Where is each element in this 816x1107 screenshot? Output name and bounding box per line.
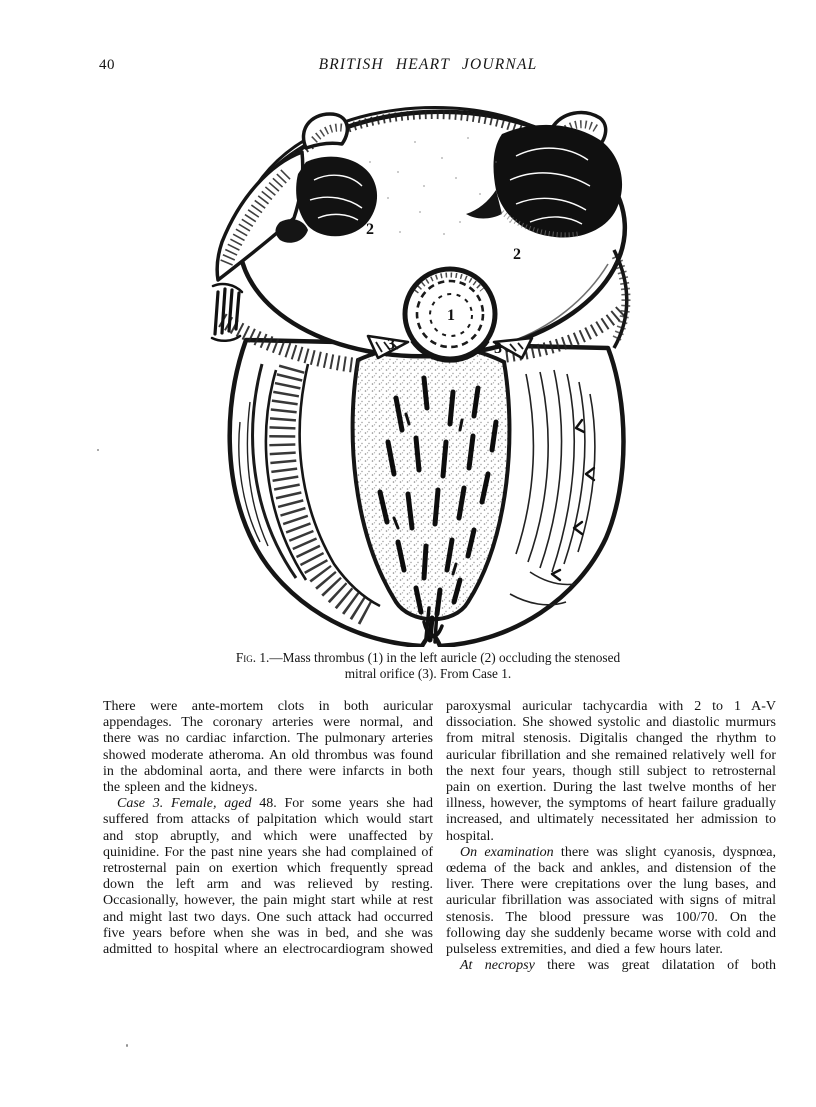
figure-caption-text: —Mass thrombus (1) in the left auricle (2) occluding the stenosed xyxy=(269,650,621,665)
text-run: On examination xyxy=(460,844,554,860)
scan-speck xyxy=(126,1044,128,1047)
figure-label-auricle-right: 2 xyxy=(513,246,521,263)
figure-caption-fig-label: Fig. 1. xyxy=(235,650,270,665)
figure-caption xyxy=(103,650,753,682)
vessel-stump-left xyxy=(303,114,347,148)
scan-speck xyxy=(97,449,99,451)
text-run: Female, aged xyxy=(171,796,252,812)
figure-label-orifice-left: 3 xyxy=(387,336,395,353)
text-run: paroxysmal auricular tachycardia with 2 to 1 A-V dissociation. She showed systolic and diastolic murmurs from mitral stenosis. Digitalis changed the rhythm to auricular fibrillation and she remained relatively well for the next four years, though still subject to retrosternal pain on exertion. During the last twelve months of her illness, however, the symptoms of heart failure gradually increased, and ultimately necessitated her admission to hospital. xyxy=(446,699,776,844)
column-left xyxy=(103,699,433,974)
text-run: Case 3. xyxy=(117,796,164,812)
body-paragraph xyxy=(446,699,776,845)
figure-1-heart-illustration xyxy=(210,102,640,647)
text-run: There were ante-mortem clots in both auricular appendages. The coronary arteries were normal, and there was no cardiac infarction. The pulmonary arteries showed moderate atheroma. An old thrombus was found in the abdominal aorta, and there were infarcts in both the spleen and the kidneys. xyxy=(103,699,433,796)
text-run: 48. For some years she had suffered from attacks of palpitation which would start and stop abruptly, and which were unaffected by quinidine. For the past nine years she had complained of retrosternal pain on exertion which frequently spread down the left arm and was relieved by resting. Occasionally, however, the pain might start while at rest and might last two days. One such attack had occurred five years before when she was in bed, and she was admitted to hospital where an electrocardiogram showed xyxy=(103,796,433,958)
text-run xyxy=(163,796,171,811)
text-run: At necropsy xyxy=(460,958,535,974)
body-text xyxy=(103,699,776,974)
body-paragraph xyxy=(103,699,433,796)
text-run: there was great dilatation of both xyxy=(534,958,776,974)
page-number: 40 xyxy=(99,57,115,73)
heart-drawing xyxy=(210,102,640,647)
body-paragraph xyxy=(446,845,776,958)
figure-label-orifice-right: 3 xyxy=(494,340,502,357)
figure-label-auricle-left: 2 xyxy=(366,221,374,238)
journal-title: BRITISH HEART JOURNAL xyxy=(318,56,538,73)
body-paragraph xyxy=(103,796,433,958)
text-run: there was slight cyanosis, dyspnœa, œdema of the back and ankles, and distension of the liver. There were crepitations over the lung bases, and auricular fibrillation was associated with signs of mitral stenosis. The blood pressure was 100/70. On the following day she suddenly became worse with cold and pulseless extremities, and died a few hours later. xyxy=(446,844,776,958)
column-right xyxy=(446,699,776,974)
figure-caption-line2: mitral orifice (3). From Case 1. xyxy=(344,666,512,681)
body-paragraph xyxy=(446,958,776,974)
figure-label-thrombus: 1 xyxy=(447,307,455,324)
figure-caption-line1 xyxy=(103,650,753,666)
cut-vessel-left-edge xyxy=(212,284,242,341)
